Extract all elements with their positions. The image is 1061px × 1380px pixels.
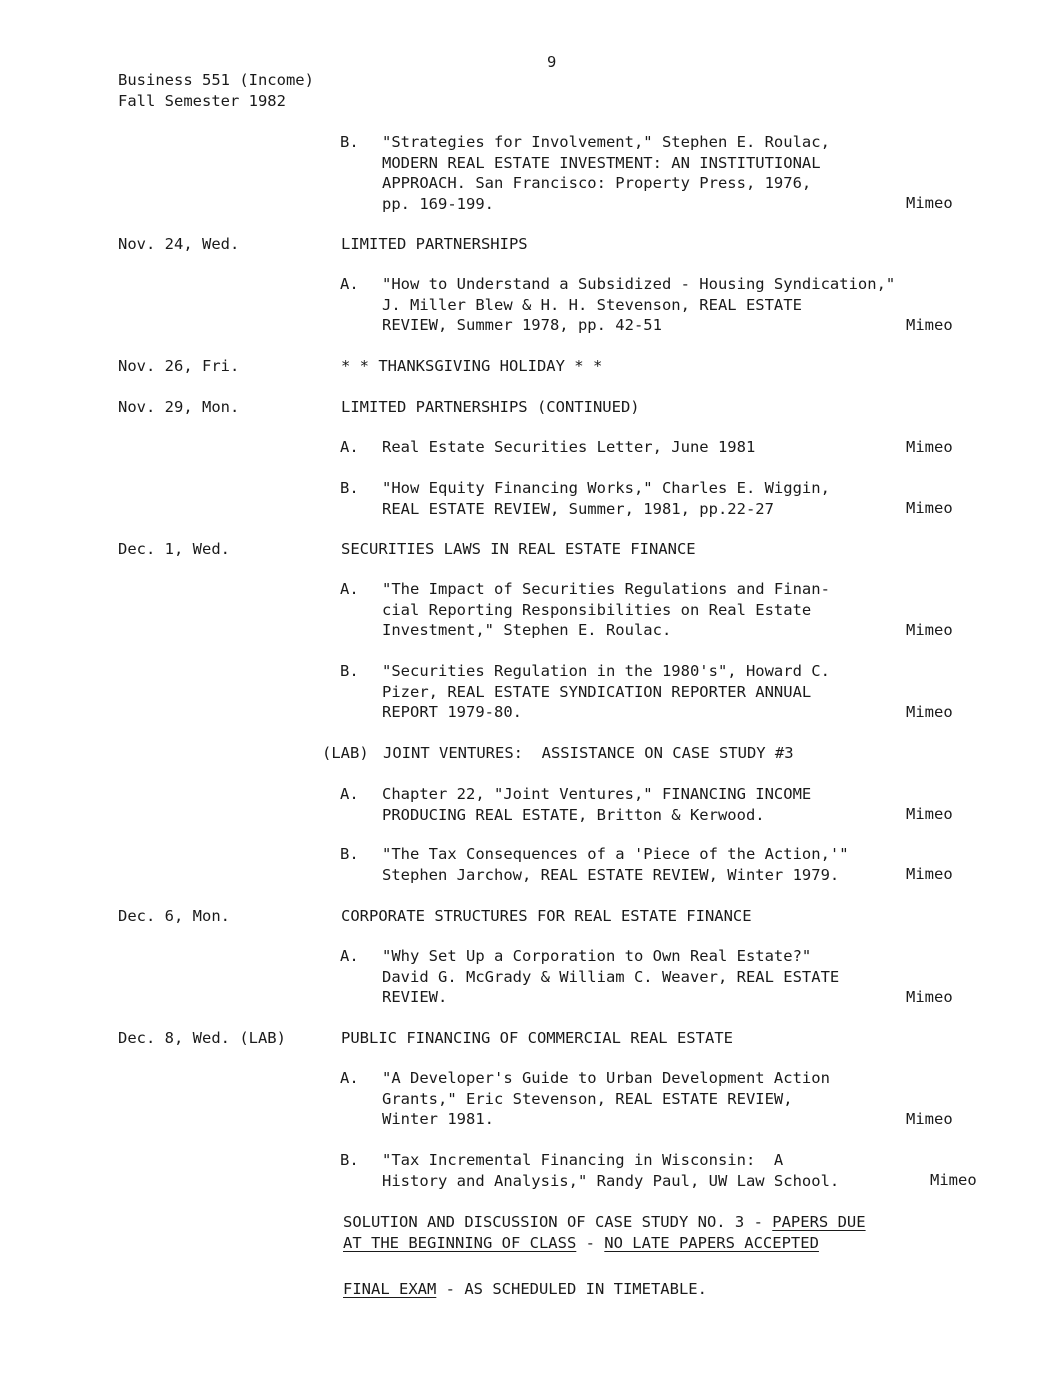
session-date: Nov. 29, Mon. [118, 398, 240, 416]
session-date: Dec. 8, Wed. (LAB) [118, 1029, 286, 1047]
item-letter: A. [340, 438, 359, 456]
session-topic: * * THANKSGIVING HOLIDAY * * [341, 357, 603, 375]
item-line: cial Reporting Responsibilities on Real Estate [382, 600, 812, 619]
session-date: Dec. 1, Wed. [118, 540, 230, 558]
separator-text: - [576, 1234, 605, 1252]
session-date: Nov. 24, Wed. [118, 235, 240, 253]
semester: Fall Semester 1982 [118, 92, 286, 110]
beginning-of-class-text: AT THE BEGINNING OF CLASS [343, 1234, 577, 1252]
page-number: 9 [547, 53, 557, 71]
no-late-papers-text: NO LATE PAPERS ACCEPTED [604, 1234, 819, 1252]
item-line: "Tax Incremental Financing in Wisconsin: A [382, 1151, 784, 1169]
mimeo-note: Mimeo [906, 805, 953, 823]
mimeo-note: Mimeo [906, 499, 953, 517]
item-line: PRODUCING REAL ESTATE, Britton & Kerwood. [382, 805, 765, 824]
mimeo-note: Mimeo [906, 621, 953, 639]
item-line: REPORT 1979-80. [382, 703, 522, 721]
session-topic: LIMITED PARTNERSHIPS (CONTINUED) [341, 398, 640, 416]
mimeo-note: Mimeo [906, 1110, 953, 1128]
case-study-note-line2 [343, 1233, 819, 1254]
item-line: APPROACH. San Francisco: Property Press, 1976, [382, 174, 812, 192]
item-line: Winter 1981. [382, 1110, 494, 1128]
final-exam-note [343, 1279, 707, 1300]
course-title: Business 551 (Income) [118, 71, 314, 89]
item-letter: B. [340, 1151, 359, 1169]
item-letter: A. [340, 275, 359, 293]
item-line: "Why Set Up a Corporation to Own Real Estate?" [382, 947, 812, 965]
item-letter: B. [340, 133, 359, 151]
item-line: REVIEW, Summer 1978, pp. 42-51 [382, 316, 662, 334]
item-letter: B. [340, 479, 359, 497]
item-line: Chapter 22, "Joint Ventures," FINANCING INCOME [382, 785, 812, 803]
item-line: Grants," Eric Stevenson, REAL ESTATE REVIEW, [382, 1089, 793, 1108]
item-line: MODERN REAL ESTATE INVESTMENT: AN INSTITUTIONAL [382, 153, 821, 172]
item-line: "The Impact of Securities Regulations and Finan- [382, 580, 830, 598]
session-topic: JOINT VENTURES: ASSISTANCE ON CASE STUDY #3 [383, 744, 794, 762]
session-topic: LIMITED PARTNERSHIPS [341, 235, 528, 253]
item-line: REAL ESTATE REVIEW, Summer, 1981, pp.22-27 [382, 499, 774, 518]
item-line: REVIEW. [382, 988, 448, 1006]
item-line: "The Tax Consequences of a 'Piece of the Action,'" [382, 845, 849, 863]
session-date: Nov. 26, Fri. [118, 357, 240, 375]
mimeo-note: Mimeo [906, 316, 953, 334]
item-line: "How Equity Financing Works," Charles E. Wiggin, [382, 479, 830, 497]
item-line: "Strategies for Involvement," Stephen E. Roulac, [382, 133, 830, 151]
item-line: "How to Understand a Subsidized - Housing Syndication," [382, 275, 896, 293]
lab-marker: (LAB) [322, 744, 369, 762]
papers-due-text: PAPERS DUE [772, 1213, 866, 1231]
item-line: "Securities Regulation in the 1980's", Howard C. [382, 662, 830, 680]
item-line: Pizer, REAL ESTATE SYNDICATION REPORTER ANNUAL [382, 682, 812, 701]
session-topic: CORPORATE STRUCTURES FOR REAL ESTATE FINANCE [341, 907, 752, 925]
mimeo-note: Mimeo [906, 865, 953, 883]
final-exam-text: - AS SCHEDULED IN TIMETABLE. [436, 1280, 707, 1298]
final-exam-label: FINAL EXAM [343, 1280, 437, 1298]
mimeo-note: Mimeo [906, 438, 953, 456]
item-line: David G. McGrady & William C. Weaver, REAL ESTATE [382, 967, 840, 986]
item-letter: B. [340, 662, 359, 680]
item-line: "A Developer's Guide to Urban Development Action [382, 1069, 830, 1087]
item-line: J. Miller Blew & H. H. Stevenson, REAL ESTATE [382, 295, 802, 314]
mimeo-note: Mimeo [906, 703, 953, 721]
mimeo-note: Mimeo [906, 194, 953, 212]
session-topic: PUBLIC FINANCING OF COMMERCIAL REAL ESTATE [341, 1029, 733, 1047]
mimeo-note: Mimeo [930, 1171, 977, 1189]
item-letter: B. [340, 845, 359, 863]
item-line: Investment," Stephen E. Roulac. [382, 621, 672, 639]
session-topic: SECURITIES LAWS IN REAL ESTATE FINANCE [341, 540, 696, 558]
item-line: Stephen Jarchow, REAL ESTATE REVIEW, Winter 1979. [382, 865, 840, 884]
mimeo-note: Mimeo [906, 988, 953, 1006]
item-letter: A. [340, 947, 359, 965]
item-letter: A. [340, 785, 359, 803]
item-letter: A. [340, 1069, 359, 1087]
case-study-note [343, 1212, 866, 1233]
item-letter: A. [340, 580, 359, 598]
session-date: Dec. 6, Mon. [118, 907, 230, 925]
item-line: History and Analysis," Randy Paul, UW Law School. [382, 1171, 840, 1190]
item-line: pp. 169-199. [382, 194, 494, 213]
item-line: Real Estate Securities Letter, June 1981 [382, 438, 756, 456]
case-study-text: SOLUTION AND DISCUSSION OF CASE STUDY NO. 3 - [343, 1213, 773, 1231]
